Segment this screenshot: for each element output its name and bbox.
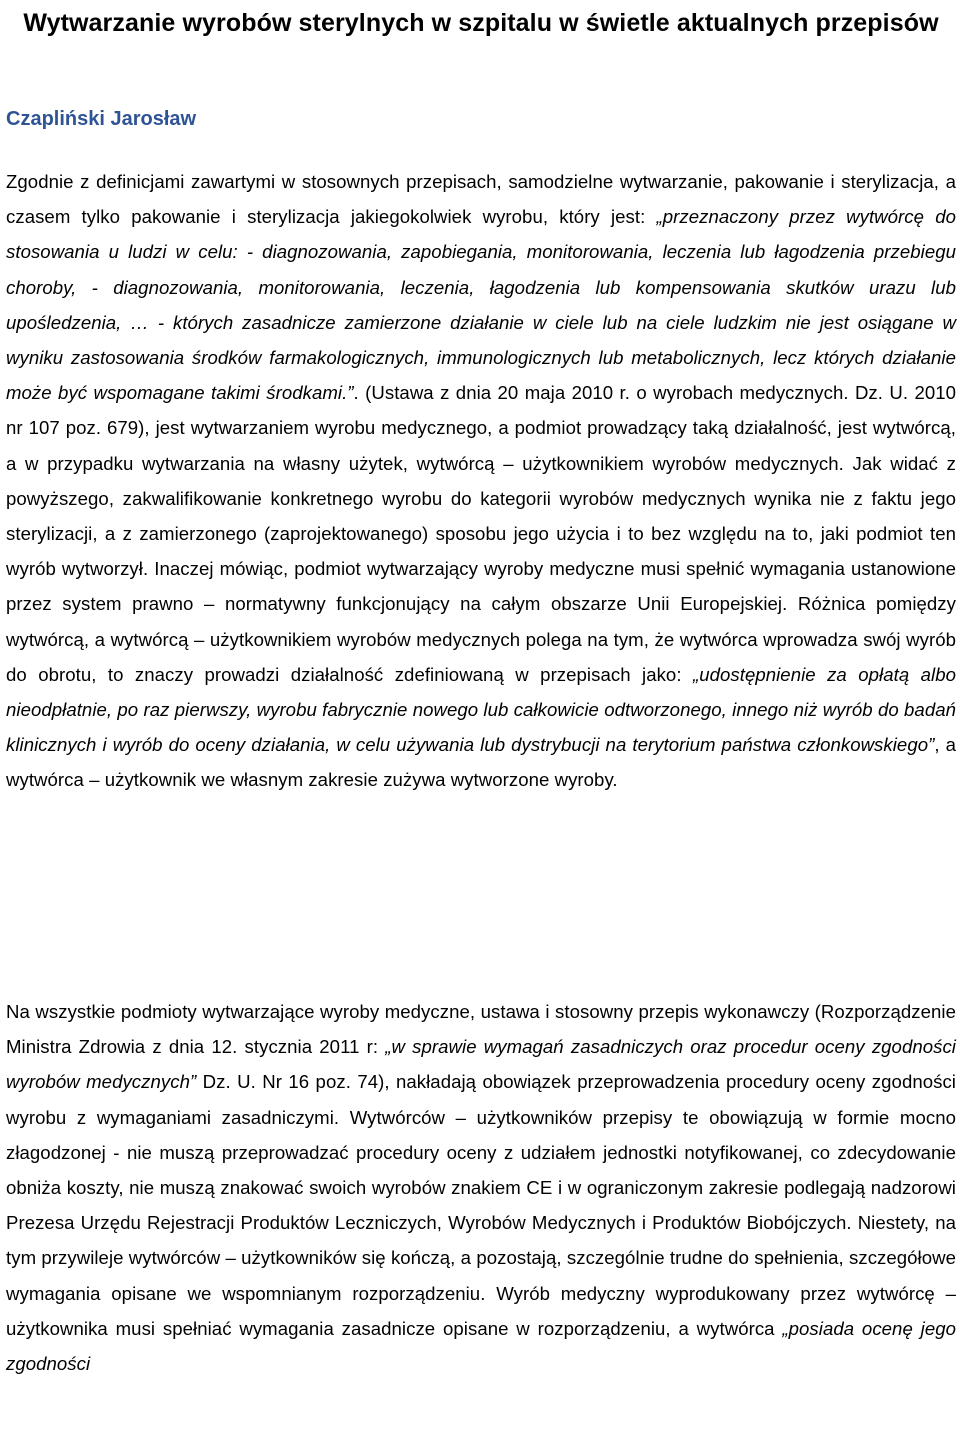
document-title: Wytwarzanie wyrobów sterylnych w szpitalu w świetle aktualnych przepisów	[23, 9, 939, 37]
paragraph-1-quote-market: „udostępnienie za opłatą albo nieodpłatnie, po raz pierwszy, wyrobu fabrycznie nowego lub całkowicie odtworzonego, innego niż wyrób do badań klinicznych i wyrób do oceny działania, w celu używania lub dystrybucji na terytorium państwa członkowskiego”	[6, 663, 956, 756]
paragraph-1-text-a: Zgodnie z definicjami zawartymi w stosownych przepisach, samodzielne wytwarzanie, pakowanie i sterylizacja, a czasem tylko pakowanie i sterylizacja jakiegokolwiek wyrobu, który jest:	[6, 171, 956, 228]
paragraph-1-text-c: . (Ustawa z dnia 20 maja 2010 r. o wyrobach medycznych. Dz. U. 2010 nr 107 poz. 679), jest wytwarzaniem wyrobu medycznego, a podmiot prowadzący taką działalność, jest wytwórcą, a w przypadku wytwarzania na własny użytek, wytwórcą – użytkownikiem wyrobów medycznych. Jak widać z powyższego, zakwalifikowanie konkretnego wyrobu do kategorii wyrobów medycznych wynika nie z faktu jego sterylizacji, a z zamierzonego (zaprojektowanego) sposobu jego użycia i to bez względu na to, jaki podmiot ten wyrób wytworzył. Inaczej mówiąc, podmiot wytwarzający wyroby medyczne musi spełnić wymagania ustanowione przez system prawno – normatywny funkcjonujący na całym obszarze Unii Europejskiej. Różnica pomiędzy wytwórcą, a wytwórcą – użytkownikiem wyrobów medycznych polega na tym, że wytwórca wprowadza swój wyrób do obrotu, to znaczy prowadzi działalność zdefiniowaną w przepisach jako:	[6, 382, 957, 685]
paragraph-1-quote-definition: „przeznaczony przez wytwórcę do stosowania u ludzi w celu: - diagnozowania, zapobiegania, monitorowania, leczenia lub łagodzenia przebiegu choroby, - diagnozowania, monitorowania, leczenia, łagodzenia lub kompensowania skutków urazu lub upośledzenia, … - których zasadnicze zamierzone działanie w ciele lub na ciele ludzkim nie jest osiągane w wyniku zastosowania środków farmakologicznych, immunologicznych lub metabolicznych, lecz których działanie może być wspomagane takimi środkami.”	[6, 206, 956, 404]
paragraph-2-text-a: Na wszystkie podmioty wytwarzające wyroby medyczne, ustawa i stosowny przepis wykonawczy (Rozporządzenie Ministra Zdrowia z dnia 12. stycznia 2011 r:	[6, 1001, 956, 1058]
paragraph-1	[6, 164, 956, 798]
paragraph-1-text-e: , a wytwórca – użytkownik we własnym zakresie zużywa wytworzone wyroby.	[6, 734, 956, 791]
paragraph-2	[6, 994, 956, 1381]
document-page	[6, 0, 957, 1375]
paragraph-2-text-c: Dz. U. Nr 16 poz. 74), nakładają obowiązek przeprowadzenia procedury oceny zgodności wyrobu z wymaganiami zasadniczymi. Wytwórców – użytkowników przepisy te obowiązują w formie mocno złagodzonej - nie muszą przeprowadzać procedury oceny z udziałem jednostki notyfikowanej, co zdecydowanie obniża koszty, nie muszą znakować swoich wyrobów znakiem CE i w ograniczonym zakresie podlegają nadzorowi Prezesa Urzędu Rejestracji Produktów Leczniczych, Wyrobów Medycznych i Produktów Biobójczych. Niestety, na tym przywileje wytwórców – użytkowników się kończą, a pozostają, szczególnie trudne do spełnienia, szczegółowe wymagania opisane we wspomnianym rozporządzeniu. Wyrób medyczny wyprodukowany przez wytwórcę – użytkownika musi spełniać wymagania zasadnicze opisane w rozporządzeniu, a wytwórca	[6, 1071, 956, 1339]
document-author: Czapliński Jarosław	[6, 108, 197, 130]
paragraph-2-quote-assessment: „posiada ocenę jego zgodności	[6, 1317, 957, 1375]
paragraph-2-quote-regulation: „w sprawie wymagań zasadniczych oraz procedur oceny zgodności wyrobów medycznych”	[6, 1036, 956, 1093]
